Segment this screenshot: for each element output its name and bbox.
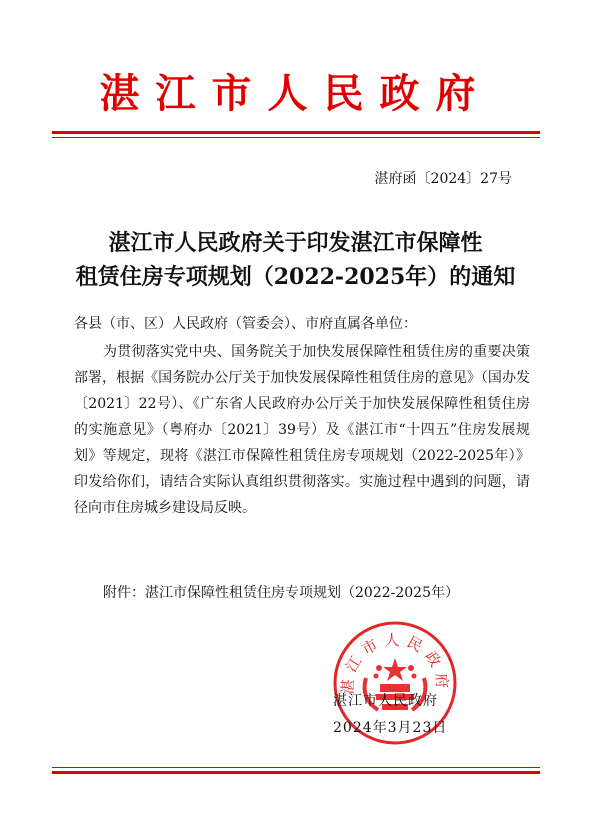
document-title — [0, 226, 591, 294]
body-paragraph: 为贯彻落实党中央、国务院关于加快发展保障性租赁住房的重要决策部署，根据《国务院办公厅关于加快发展保障性租赁住房的意见》（国办发〔2021〕22号）、《广东省人民政府办公厅关于加快发展保障性租赁住房的实施意见》（粤府办〔2021〕39号）及《湛江市“十四五”住房发展规划》等规定，现将《湛江市保障性租赁住房专项规划（2022-2025年）》印发给你们，请结合实际认真组织贯彻落实。实施过程中遇到的问题，请径向市住房城乡建设局反映。 — [74, 344, 530, 516]
signature-org: 湛江市人民政府 — [333, 693, 438, 709]
footer-divider-thin — [52, 767, 540, 768]
footer-divider-thick — [52, 771, 540, 774]
seal-ring-text: 湛江市人民政府 — [338, 630, 452, 695]
header-org-title: 湛江市人民政府 — [99, 70, 492, 117]
title-line-2: 租赁住房专项规划（2022-2025年）的通知 — [75, 264, 516, 290]
attachment-line: 附件：湛江市保障性租赁住房专项规划（2022-2025年） — [103, 585, 459, 601]
salutation: 各县（市、区）人民政府（管委会）、市府直属各单位： — [74, 316, 417, 332]
header-divider-thick — [52, 131, 540, 134]
header-divider-thin — [52, 137, 540, 138]
document-number: 湛府函〔2024〕27号 — [374, 171, 512, 187]
signature-date: 2024年3月23日 — [333, 720, 448, 736]
title-line-1: 湛江市人民政府关于印发湛江市保障性 — [108, 230, 483, 256]
